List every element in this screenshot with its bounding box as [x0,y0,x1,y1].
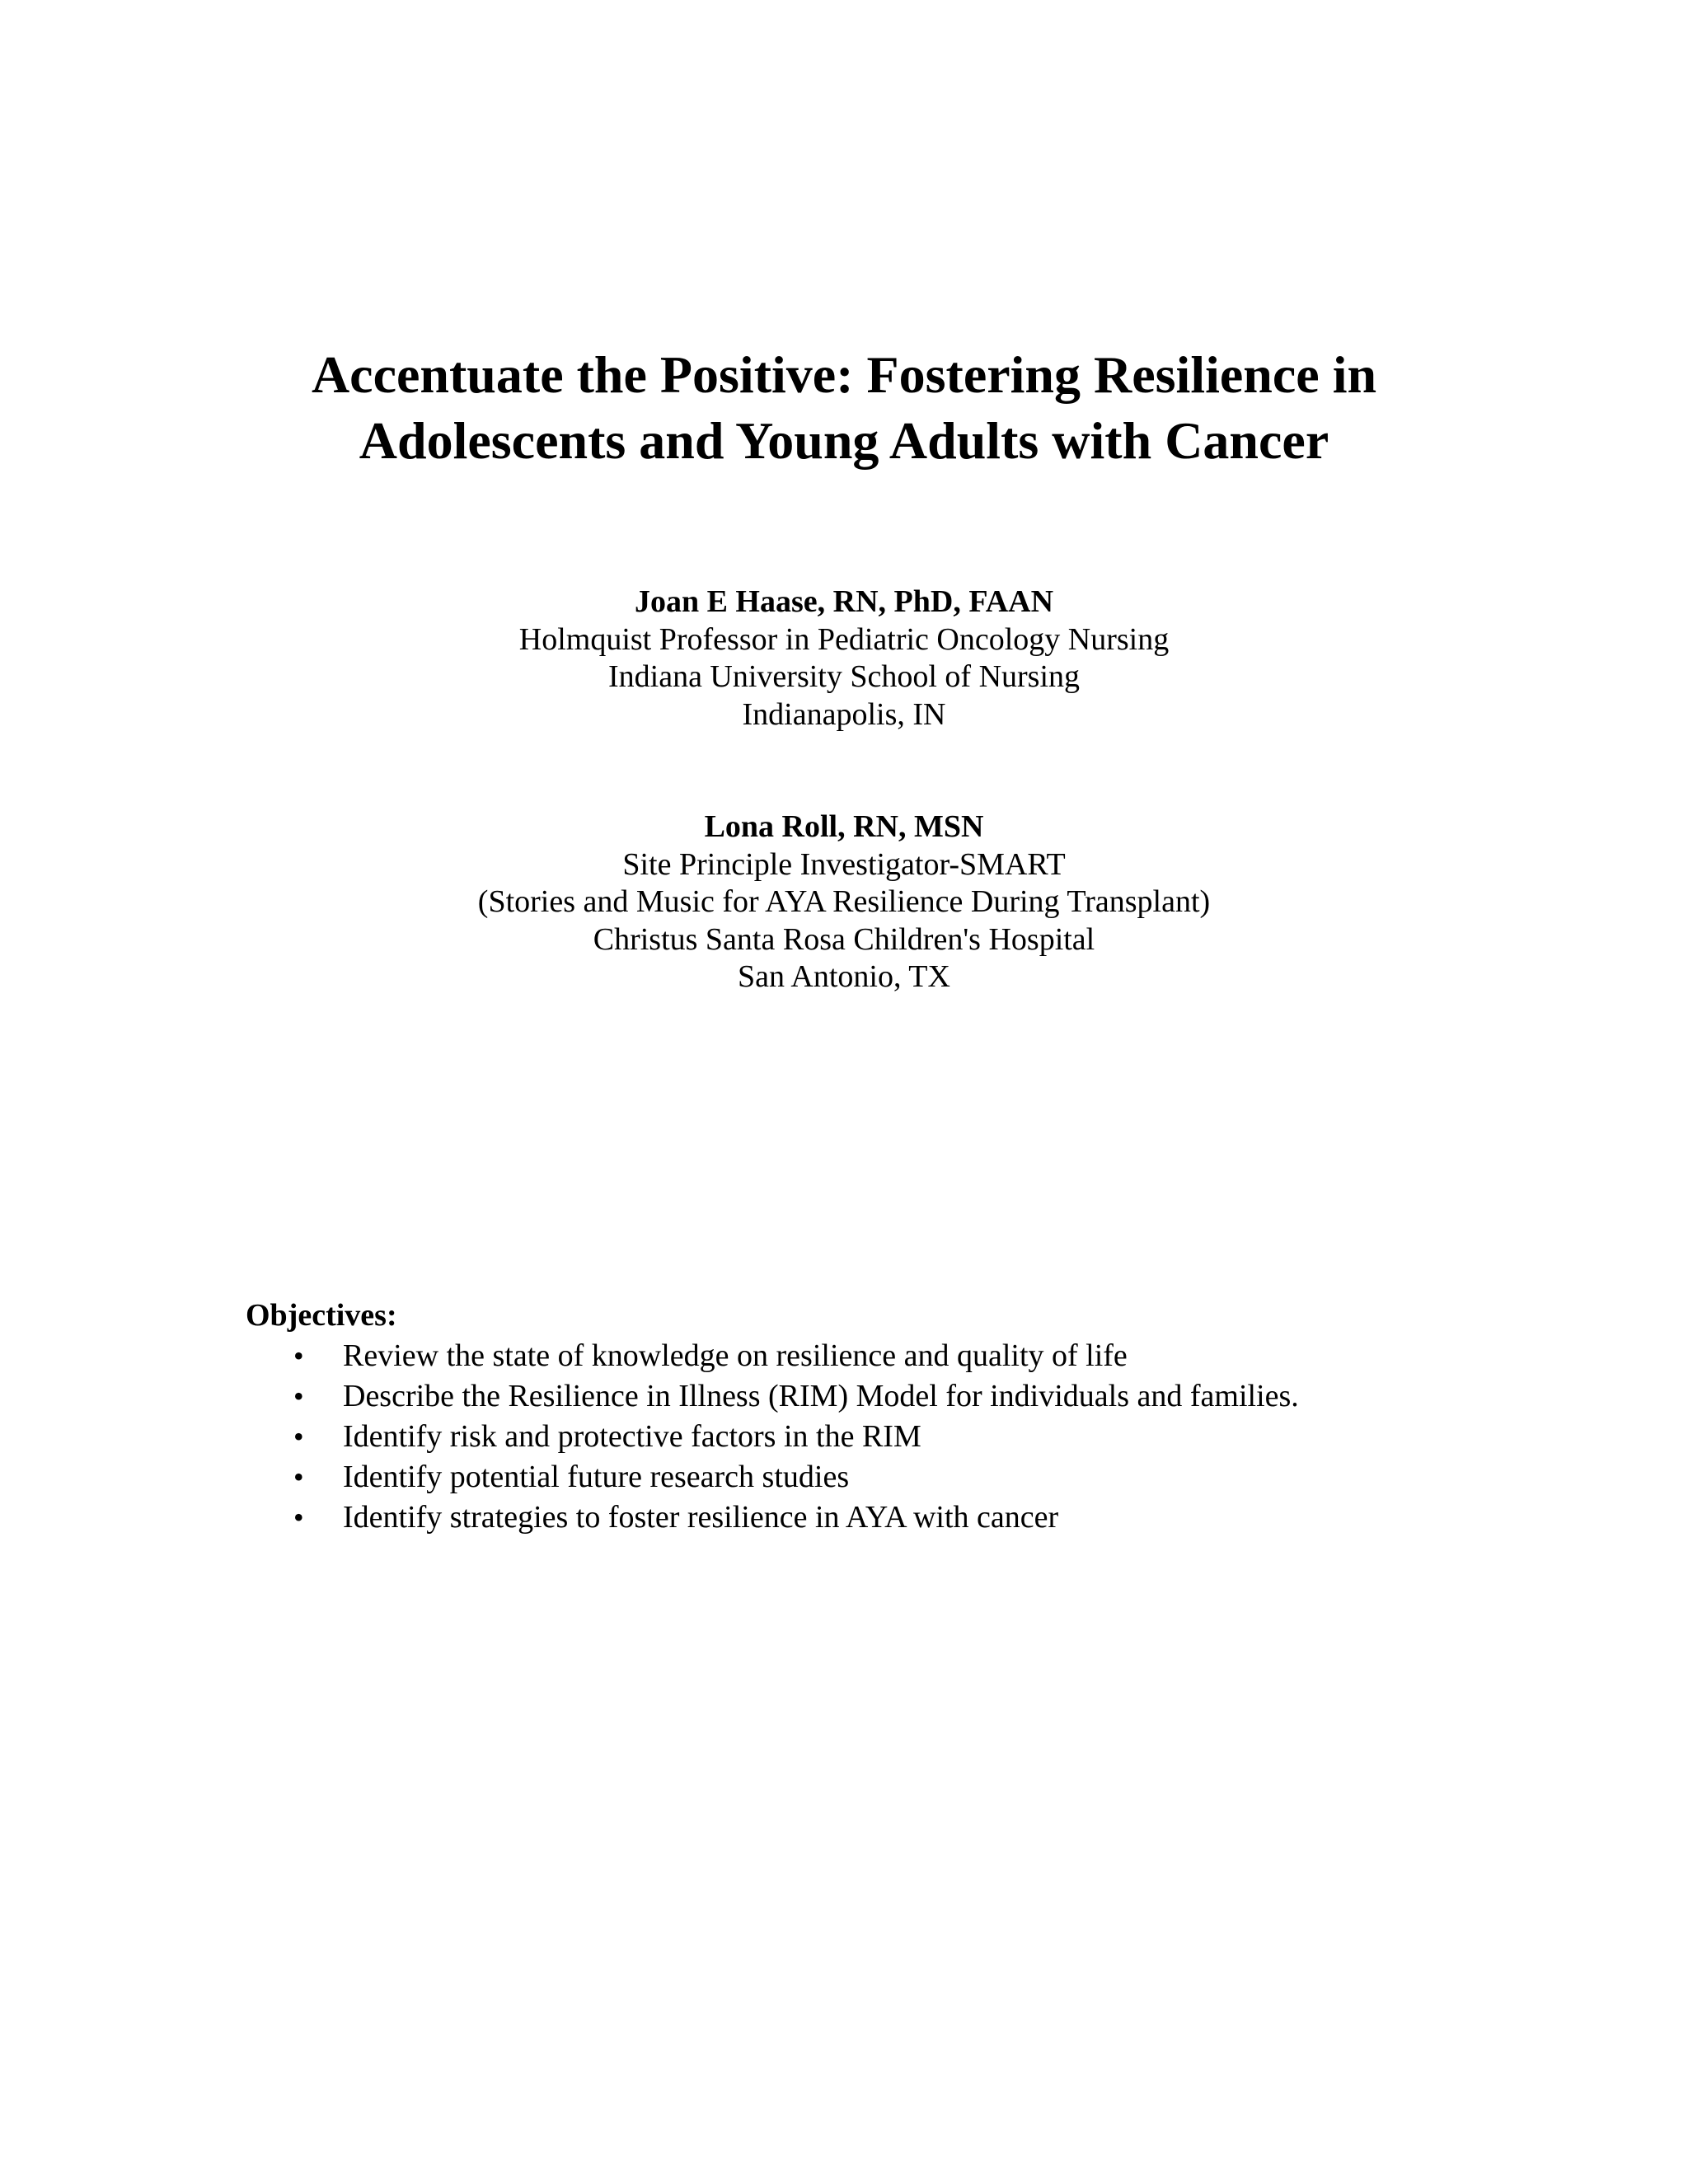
author-name: Lona Roll, RN, MSN [704,809,984,844]
author-title: Site Principle Investigator-SMART [622,846,1066,882]
objective-item [246,1376,1299,1417]
document-title [0,342,1688,474]
objectives-heading: Objectives: [246,1298,397,1333]
title-line-1: Accentuate the Positive: Fostering Resilience in [311,345,1377,404]
objective-text: Review the state of knowledge on resilience and quality of life [343,1338,1128,1373]
author-block-haase [0,583,1688,733]
author-name: Joan E Haase, RN, PhD, FAAN [634,584,1054,619]
author-location: San Antonio, TX [738,959,950,994]
author-block-roll [0,808,1688,996]
title-line-2: Adolescents and Young Adults with Cancer [359,411,1329,470]
objective-item [246,1417,1299,1457]
objective-item [246,1457,1299,1497]
bullet-icon: • [293,1380,304,1413]
objectives-section [246,1296,1299,1538]
bullet-icon: • [293,1339,304,1372]
author-location: Indianapolis, IN [742,696,946,732]
bullet-icon: • [293,1420,304,1453]
author-title: Holmquist Professor in Pediatric Oncology Nursing [518,621,1170,657]
bullet-icon: • [293,1501,304,1534]
objective-text: Identify potential future research studies [343,1460,850,1494]
bullet-icon: • [293,1460,304,1493]
author-institution: Christus Santa Rosa Children's Hospital [593,921,1095,957]
objective-item [246,1497,1299,1538]
objective-text: Identify risk and protective factors in the RIM [343,1419,921,1454]
objective-text: Identify strategies to foster resilience in AYA with cancer [343,1500,1059,1535]
objectives-list [246,1336,1299,1538]
author-institution: Indiana University School of Nursing [607,659,1081,694]
objective-item [246,1336,1299,1376]
author-project: (Stories and Music for AYA Resilience During Transplant) [477,884,1211,919]
objective-text: Describe the Resilience in Illness (RIM) Model for individuals and families. [343,1379,1299,1413]
